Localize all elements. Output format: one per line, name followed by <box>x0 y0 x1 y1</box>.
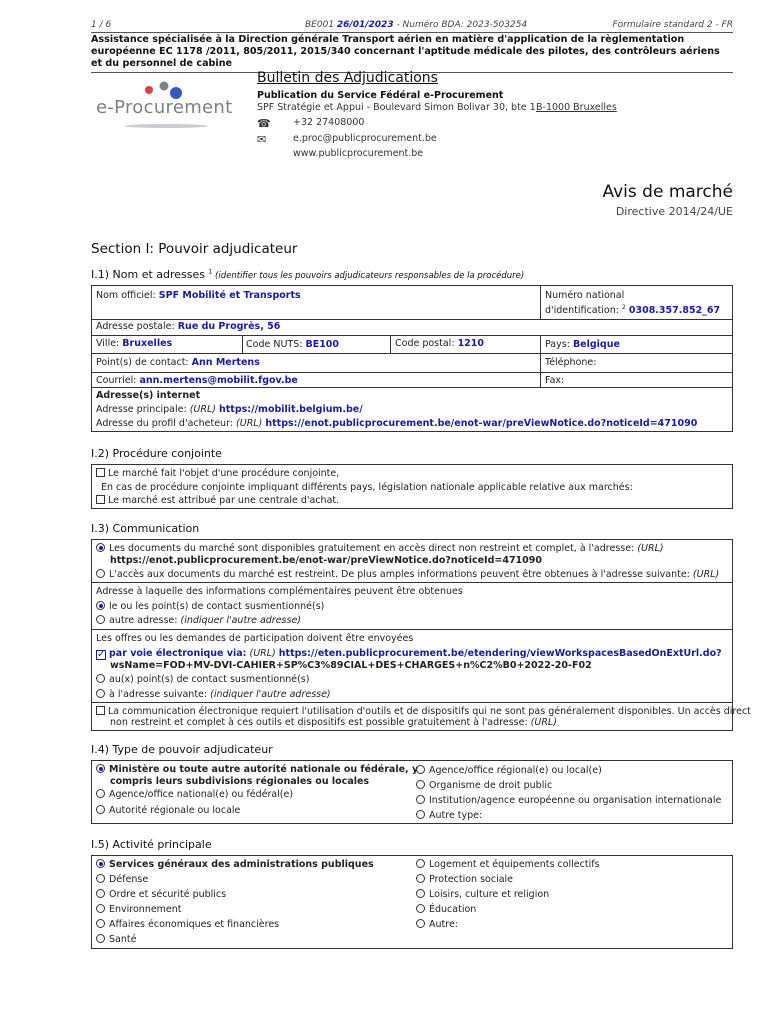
email-line <box>257 133 557 145</box>
i4-box <box>91 760 733 824</box>
radio-icon[interactable] <box>416 904 425 913</box>
checkbox-icon[interactable] <box>96 706 105 715</box>
email-field: Courriel: ann.mertens@mobilit.fgov.be <box>96 375 298 386</box>
i1-table <box>91 285 733 432</box>
logo-dot-red <box>145 86 153 94</box>
authority-type-option[interactable]: Ministère ou toute autre autorité nationale ou fédérale, y <box>96 764 418 775</box>
i1-heading: I.1) Nom et adresses $^1$ (identifier tous les pouvoirs adjudicateurs responsables de la procédure) <box>91 268 525 281</box>
section-title: Section I: Pouvoir adjudicateur <box>91 241 298 257</box>
radio-icon[interactable] <box>416 874 425 883</box>
radio-icon[interactable] <box>96 874 105 883</box>
i2-box <box>91 464 733 509</box>
phone-line <box>257 117 557 129</box>
tools-option[interactable]: La communication électronique requiert l'utilisation d'outils et de dispositifs qui ne sont pas généralement disponibles. Un accès direct <box>96 706 751 717</box>
document-title: Assistance spécialisée à la Direction générale Transport aérien en matière d'application de la règlementation européenne EC 1178 /2011, 805/2011, 2015/340 concernant l'aptitude médicale des pilotes, des contrôleurs aériens et du personnel de cabine <box>91 32 733 73</box>
city-field: Ville: Bruxelles <box>96 338 173 349</box>
radio-selected-icon[interactable] <box>96 543 105 552</box>
offers-electronic-option[interactable]: ✓ par voie électronique via: (URL) https://eten.publicprocurement.be/etendering/viewWorkspacesBasedOnExtUrl.do? <box>97 648 722 660</box>
telephone-field: Téléphone: <box>545 357 597 368</box>
authority-type-option[interactable]: Autorité régionale ou locale <box>96 805 240 816</box>
main-address-field: Adresse principale: (URL) https://mobilit.belgium.be/ <box>96 404 363 415</box>
activity-option[interactable]: Affaires économiques et financières <box>96 919 279 930</box>
web-line <box>257 148 557 160</box>
contact-point-field: Point(s) de contact: Ann Mertens <box>96 357 260 368</box>
nuts-field: Code NUTS: BE100 <box>246 339 340 350</box>
activity-option[interactable]: Ordre et sécurité publics <box>96 889 226 900</box>
publisher-city[interactable]: B-1000 Bruxelles <box>536 102 617 113</box>
activity-option[interactable]: Loisirs, culture et religion <box>416 889 549 900</box>
checkbox-icon[interactable] <box>96 468 105 477</box>
national-id-field: Numéro national d'identification: $^2$ 0308.357.852_67 <box>545 290 721 317</box>
offers-heading: Les offres ou les demandes de participation doivent être envoyées <box>96 633 414 644</box>
envelope-icon: ✉ <box>257 133 267 146</box>
logo-swoosh <box>124 124 208 128</box>
phone-number: +32 27408000 <box>293 117 365 128</box>
activity-option[interactable]: Services généraux des administrations publiques <box>96 859 374 870</box>
authority-type-option[interactable]: Autre type: <box>416 810 482 821</box>
radio-icon[interactable] <box>416 859 425 868</box>
radio-icon[interactable] <box>96 789 105 798</box>
bulletin-title: Bulletin des Adjudications <box>257 70 438 86</box>
radio-icon[interactable] <box>416 889 425 898</box>
activity-option[interactable]: Protection sociale <box>416 874 513 885</box>
radio-icon[interactable] <box>96 904 105 913</box>
official-name-field: Nom officiel: SPF Mobilité et Transports <box>96 290 301 301</box>
form-type: Formulaire standard 2 - FR <box>612 20 733 30</box>
internet-heading: Adresse(s) internet <box>96 390 201 401</box>
central-purchasing-option[interactable]: Le marché est attribué par une centrale d'achat. <box>96 495 339 506</box>
publisher-address: SPF Stratégie et Appui - Boulevard Simon Bolivar 30, bte 1 <box>257 102 536 113</box>
radio-selected-icon[interactable] <box>96 764 105 773</box>
docs-free-option[interactable]: Les documents du marché sont disponibles gratuitement en accès direct non restreint et complet, à l'adresse: (URL) <box>96 543 664 554</box>
info-address-heading: Adresse à laquelle des informations complémentaires peuvent être obtenues <box>96 586 463 597</box>
publication-line: Publication du Service Fédéral e-Procurement <box>257 90 504 101</box>
authority-type-option[interactable]: Organisme de droit public <box>416 780 552 791</box>
activity-option[interactable]: Logement et équipements collectifs <box>416 859 600 870</box>
reference: BE001 26/01/2023 - Numéro BDA: 2023-503254 <box>305 20 528 30</box>
activity-option[interactable]: Éducation <box>416 904 476 915</box>
page-number: 1 / 6 <box>91 20 112 30</box>
radio-icon[interactable] <box>96 919 105 928</box>
radio-icon[interactable] <box>96 615 105 624</box>
page-header <box>91 20 733 32</box>
offers-address-option[interactable]: à l'adresse suivante: (indiquer l'autre adresse) <box>96 689 331 700</box>
info-contact-option[interactable]: le ou les point(s) de contact susmentionné(s) <box>96 601 324 612</box>
radio-icon[interactable] <box>96 674 105 683</box>
offers-url-continued[interactable]: wsName=FOD+MV-DVI-CAHIER+SP%C3%89CIAL+DES+CHARGES+n%C2%B0+2022-20-F02 <box>110 660 592 671</box>
joint-procedure-note: En cas de procédure conjointe impliquant différents pays, législation nationale applicable relative aux marchés: <box>101 482 633 493</box>
authority-type-option[interactable]: Institution/agence européenne ou organisation internationale <box>416 795 721 806</box>
publisher-email[interactable]: e.proc@publicprocurement.be <box>293 133 437 144</box>
radio-icon[interactable] <box>96 805 105 814</box>
authority-type-option-continued: compris leurs subdivisions régionales ou locales <box>110 776 370 787</box>
activity-option[interactable]: Autre: <box>416 919 458 930</box>
i5-box <box>91 855 733 949</box>
i3-box <box>91 539 751 731</box>
reference-date: 26/01/2023 <box>336 20 394 30</box>
radio-icon[interactable] <box>96 689 105 698</box>
buyer-profile-field: Adresse du profil d'acheteur: (URL) https://enot.publicprocurement.be/enot-war/preViewNotice.do?noticeId=471090 <box>96 418 698 429</box>
i5-heading: I.5) Activité principale <box>91 838 212 851</box>
joint-procedure-option[interactable]: Le marché fait l'objet d'une procédure conjointe, <box>96 468 339 479</box>
country-field: Pays: Belgique <box>545 339 620 350</box>
logo-text: e-Procurement <box>96 97 233 118</box>
authority-type-option[interactable]: Agence/office régional(e) ou local(e) <box>416 765 602 776</box>
postal-code-field: Code postal: 1210 <box>395 338 485 349</box>
radio-selected-icon[interactable] <box>96 859 105 868</box>
activity-option[interactable]: Santé <box>96 934 136 945</box>
publisher-website[interactable]: www.publicprocurement.be <box>293 148 424 159</box>
radio-selected-icon[interactable] <box>96 601 105 610</box>
i4-heading: I.4) Type de pouvoir adjudicateur <box>91 743 273 756</box>
notice-title: Avis de marché <box>602 182 733 202</box>
fax-field: Fax: <box>545 375 565 386</box>
i2-heading: I.2) Procédure conjointe <box>91 447 222 460</box>
phone-icon: ☎ <box>257 117 271 130</box>
activity-option[interactable]: Défense <box>96 874 148 885</box>
docs-restricted-option[interactable]: L'accès aux documents du marché est restreint. De plus amples informations peuvent être obtenues à l'adresse suivante: (URL) <box>96 569 719 580</box>
radio-icon[interactable] <box>416 765 425 774</box>
info-other-option[interactable]: autre adresse: (indiquer l'autre adresse) <box>96 615 301 626</box>
i3-heading: I.3) Communication <box>91 522 200 535</box>
radio-icon[interactable] <box>416 780 425 789</box>
offers-contact-option[interactable]: au(x) point(s) de contact susmentionné(s) <box>96 674 309 685</box>
activity-option[interactable]: Environnement <box>96 904 182 915</box>
notice-directive: Directive 2014/24/UE <box>615 205 733 218</box>
radio-icon[interactable] <box>96 889 105 898</box>
tools-option-continued: non restreint et complet à ces outils et dispositifs est possible gratuitement à l'adresse: (URL) <box>110 717 557 728</box>
radio-icon[interactable] <box>96 569 105 578</box>
docs-url[interactable]: https://enot.publicprocurement.be/enot-war/preViewNotice.do?noticeId=471090 <box>110 555 542 566</box>
logo-dot-grey <box>160 82 169 91</box>
radio-icon[interactable] <box>96 934 105 943</box>
authority-type-option[interactable]: Agence/office national(e) ou fédéral(e) <box>96 789 293 800</box>
radio-icon[interactable] <box>416 919 425 928</box>
checkbox-icon[interactable] <box>96 495 105 504</box>
radio-icon[interactable] <box>416 795 425 804</box>
postal-address-field: Adresse postale: Rue du Progrès, 56 <box>96 321 281 332</box>
radio-icon[interactable] <box>416 810 425 819</box>
checkmark-icon[interactable]: ✓ <box>97 649 106 660</box>
